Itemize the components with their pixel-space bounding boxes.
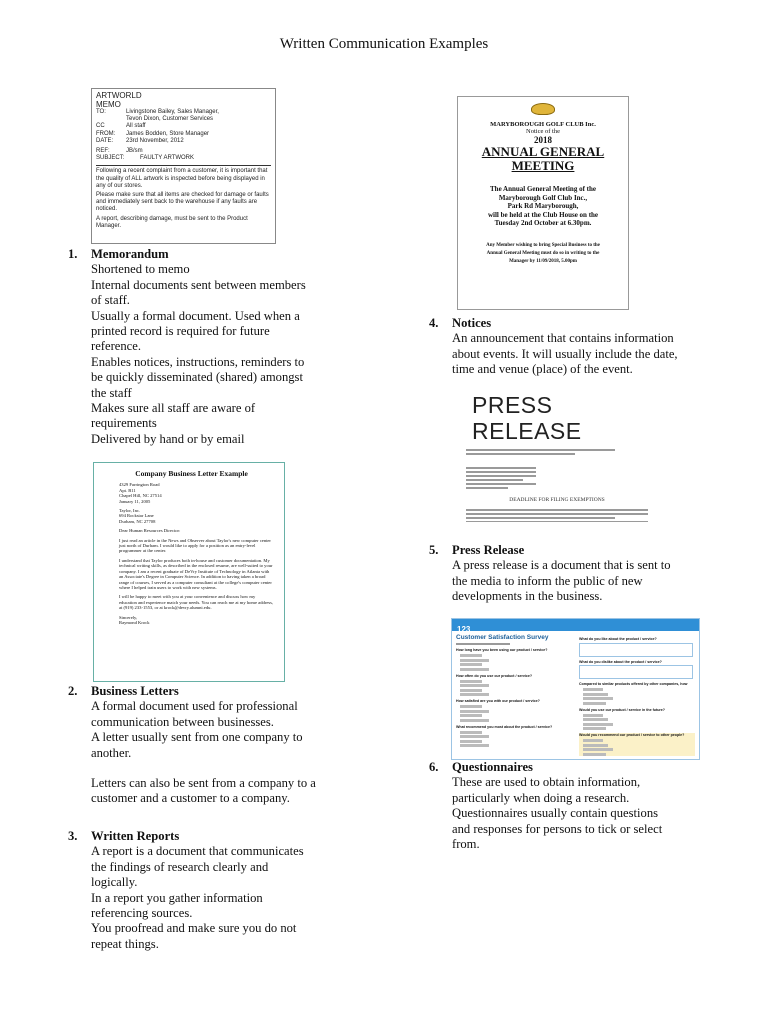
survey-question: Would you recommend our product / service to other people? (579, 733, 685, 737)
letter-address-line: 4329 Farrington Road (119, 482, 160, 488)
memo-row-key: DATE: (96, 137, 114, 144)
section-line: developments in the business. (452, 589, 603, 604)
survey-option-radio[interactable] (583, 748, 613, 751)
memo-paragraph: Please make sure that all items are checked for damage or faults and immediately sent back to the warehouse if any faults are noticed. (96, 192, 269, 213)
business-letter-image (93, 462, 285, 682)
memo-row (96, 123, 271, 130)
survey-option-radio[interactable] (583, 693, 608, 696)
section-line: time and venue (place) of the event. (452, 362, 633, 377)
section-line: the staff (91, 385, 132, 400)
section-line: another. (91, 745, 132, 760)
survey-question: How often do you use our product / service? (456, 673, 533, 678)
section-questionnaires (429, 760, 737, 852)
survey-option-radio[interactable] (583, 739, 603, 742)
notice-footer-line: Annual General Meeting must do so in writing to the (486, 250, 600, 256)
survey-option-radio[interactable] (460, 689, 482, 692)
memo-paragraph: A report, describing damage, must be sent to the Product Manager. (96, 215, 248, 229)
memo-header-rows (96, 109, 271, 145)
section-line: Enables notices, instructions, reminders to (91, 354, 305, 369)
letter-recipient (119, 508, 274, 524)
notice-line: Maryborough Golf Club Inc., (498, 193, 588, 202)
survey-option-radio[interactable] (583, 697, 613, 700)
section-line: about events. It will usually include the date, (452, 346, 678, 361)
memo-row-value: Livingstone Bailey, Sales Manager, (126, 109, 219, 115)
survey-text-answer[interactable] (579, 665, 693, 679)
letter-title: Company Business Letter Example (135, 469, 248, 478)
section-press-release (429, 543, 737, 605)
section-number: 5. (429, 543, 439, 557)
survey-right-questions (579, 637, 695, 756)
section-line: be quickly disseminated (shared) amongst (91, 370, 303, 385)
section-line: Makes sure all staff are aware of (91, 401, 256, 416)
memo-row-value: 23rd November, 2012 (126, 137, 184, 144)
section-line: printed record is required for future (91, 324, 270, 339)
letter-address-line: Chapel Hill, NC 27514 (119, 493, 162, 499)
survey-option-radio[interactable] (460, 710, 489, 713)
section-line: logically. (91, 875, 138, 890)
letter-address-line: January 11, 2005 (119, 498, 151, 504)
notice-line: The Annual General Meeting of the (490, 185, 596, 193)
letter-paragraphs (119, 538, 274, 611)
memo-paragraph: Following a recent complaint from a customer, it is important that the quality of ALL artwork is inspected before being displayed in any of our stores. (96, 168, 268, 189)
section-line: of staff. (91, 293, 130, 308)
survey-option-radio[interactable] (460, 731, 482, 734)
section-memorandum (68, 247, 371, 447)
section-number: 6. (429, 760, 439, 774)
section-line: communication between businesses. (91, 714, 274, 729)
survey-option-radio[interactable] (460, 693, 489, 696)
survey-option-radio[interactable] (583, 714, 603, 717)
section-line: particularly when doing a research. (452, 790, 630, 805)
letter-closing: Sincerely, (119, 614, 138, 620)
notice-line: Park Rd Maryborough, (507, 202, 579, 211)
letter-paragraph: I just read an article in the News and Observer about Taylor's new computer center just north of Durham. I would like to apply for a position as an entry-level programmer at the center. (119, 537, 271, 554)
survey-example-image (451, 618, 700, 760)
section-line: Letters can also be sent from a company to a (91, 776, 316, 791)
letter-address (119, 482, 274, 504)
survey-question: What recommend you most about the product / service? (456, 724, 553, 729)
survey-question: Compared to similar products offered by other companies, how (579, 682, 688, 686)
survey-option-radio[interactable] (460, 668, 489, 671)
notice-club: MARYBOROUGH GOLF CLUB Inc. (490, 121, 596, 128)
memo-company: ARTWORLD (96, 91, 142, 100)
memo-row (96, 138, 271, 145)
section-line: A press release is a document that is sent to (452, 558, 671, 573)
survey-header-bar (452, 619, 699, 634)
section-line: In a report you gather information (91, 890, 263, 905)
survey-option-radio[interactable] (460, 740, 482, 743)
memo-row-key (96, 116, 126, 123)
notice-footer (458, 242, 628, 266)
notice-line: will be held at the Club House on the (487, 210, 599, 219)
section-line: A letter usually sent from one company to (91, 730, 303, 745)
section-business-letters (68, 684, 371, 807)
notice-body (458, 185, 628, 228)
survey-question: What do you dislike about the product / service? (579, 659, 662, 664)
page-title: Written Communication Examples (279, 36, 489, 52)
memo-row-key: CC (96, 123, 105, 130)
section-heading: Business Letters (91, 684, 179, 698)
section-line: from. (452, 837, 480, 852)
section-notices (429, 316, 737, 378)
survey-option-radio[interactable] (460, 684, 489, 687)
memo-row (96, 116, 271, 123)
section-line: Internal documents sent between members (91, 277, 306, 292)
section-written-reports (68, 829, 371, 952)
memo-example-image (91, 88, 276, 244)
notice-event-line2: MEETING (511, 158, 575, 173)
survey-question: Would you use our product / service in the future? (579, 707, 665, 712)
notice-of: Notice of the (526, 128, 560, 135)
memo-ref-value: JB/sm (126, 148, 143, 155)
survey-option-radio[interactable] (460, 744, 489, 747)
notice-footer-line: Manager by 11/09/2018, 5.00pm (509, 258, 577, 264)
memo-body (96, 168, 271, 230)
survey-option-radio[interactable] (583, 702, 606, 705)
club-logo-icon (531, 103, 555, 115)
survey-logo: 123 (457, 625, 471, 634)
section-heading: Press Release (452, 543, 525, 557)
section-line: Delivered by hand or by email (91, 431, 245, 446)
section-line: A formal document used for professional (91, 699, 298, 714)
survey-option-radio[interactable] (460, 714, 482, 717)
letter-salutation: Dear Human Resources Director: (119, 528, 181, 534)
memo-row (96, 109, 271, 116)
section-heading: Memorandum (91, 247, 169, 261)
letter-recipient-line: Taylor, Inc. (119, 508, 141, 514)
survey-option-radio[interactable] (460, 654, 482, 657)
section-line: referencing sources. (91, 906, 193, 921)
survey-option-radio[interactable] (460, 735, 489, 738)
section-number: 4. (429, 316, 439, 330)
letter-paragraph: I will be happy to meet with you at your convenience and discuss how my education and experience match your needs. You can reach me at my home address, at (919) 233-1553, or at krock@devry.alumni.edu. (119, 594, 274, 611)
press-release-image (452, 392, 662, 522)
survey-option-radio[interactable] (583, 718, 608, 721)
section-heading: Notices (452, 316, 492, 330)
notice-line: Tuesday 2nd October at 6.30pm. (494, 219, 592, 228)
letter-paragraph: I understand that Taylor produces both in-house and customer documentation. My technical writing skills, as described in the enclosed resume, are well-suited to your company. I am a recent graduate of DeVry Institute of Technology in Atlanta with an Associate's Degree in Computer Science. In addition to having taken a broad range of courses, I served as a computer consultant at the college's computer center where I helped train users to work with new systems. (119, 557, 273, 590)
letter-signature: Raymond Krock (119, 619, 150, 625)
notice-example-image (457, 96, 629, 310)
memo-row (96, 131, 271, 138)
survey-option-radio[interactable] (460, 659, 489, 662)
survey-option-radio[interactable] (460, 663, 482, 666)
section-line: customer and a customer to a company. (91, 791, 290, 806)
survey-option-radio[interactable] (583, 753, 606, 756)
section-line: the findings of research clearly and (91, 859, 269, 874)
survey-option-radio[interactable] (583, 744, 608, 747)
section-line: These are used to obtain information, (452, 775, 641, 790)
section-line: Questionnaires usually contain questions (452, 806, 659, 821)
press-subhead: DEADLINE FOR FILING EXEMPTIONS (509, 497, 605, 503)
section-line: A report is a document that communicates (91, 844, 304, 859)
letter-address-line: Apt. B11 (119, 487, 136, 493)
section-line: and responses for persons to tick or select (452, 821, 663, 836)
letter-recipient-line: Durham, NC 27708 (119, 518, 156, 524)
memo-type: MEMO (96, 100, 121, 109)
survey-option-radio[interactable] (460, 705, 482, 708)
survey-question: How long have you been using our product / service? (456, 648, 548, 652)
survey-question: How satisfied are you with our product / service? (456, 699, 540, 703)
memo-ref-key: REF: (96, 148, 110, 155)
survey-left-questions (456, 648, 573, 747)
notice-year: 2018 (534, 135, 552, 145)
memo-row-value: All staff (126, 123, 146, 130)
survey-question: What do you like about the product / service? (579, 637, 657, 641)
section-heading: Written Reports (91, 829, 180, 843)
section-line: repeat things. (91, 936, 159, 951)
memo-row-value: Tevon Dixon, Customer Services (126, 116, 214, 123)
survey-option-radio[interactable] (460, 719, 489, 722)
section-line: Shortened to memo (91, 262, 190, 277)
memo-subject-key: SUBJECT: (96, 155, 125, 162)
section-line: You proofread and make sure you do not (91, 921, 297, 936)
survey-text-answer[interactable] (579, 643, 693, 657)
section-line: the media to inform the public of new (452, 573, 643, 588)
letter-recipient-line: 694 Rockstar Lane (119, 513, 154, 519)
memo-subject-value: FAULTY ARTWORK (140, 155, 195, 162)
notice-footer-line: Any Member wishing to bring Special Business to the (486, 242, 600, 248)
notice-event-line1: ANNUAL GENERAL (481, 144, 605, 159)
section-line: Usually a formal document. Used when a (91, 308, 300, 323)
press-title: PRESS RELEASE (472, 392, 582, 444)
memo-row-value: James Bodden, Store Manager (126, 130, 210, 137)
section-line: requirements (91, 416, 157, 431)
section-line: reference. (91, 339, 141, 354)
memo-row-key: FROM: (96, 130, 116, 137)
section-heading: Questionnaires (452, 760, 533, 774)
section-number: 3. (68, 829, 78, 843)
memo-row-key: TO: (96, 109, 106, 115)
section-number: 1. (68, 247, 78, 261)
survey-option-radio[interactable] (583, 688, 603, 691)
survey-title: Customer Satisfaction Survey (456, 634, 549, 641)
survey-option-radio[interactable] (583, 723, 613, 726)
section-number: 2. (68, 684, 78, 698)
survey-option-radio[interactable] (460, 680, 482, 683)
survey-option-radio[interactable] (583, 727, 606, 730)
section-line: An announcement that contains information (452, 331, 674, 346)
